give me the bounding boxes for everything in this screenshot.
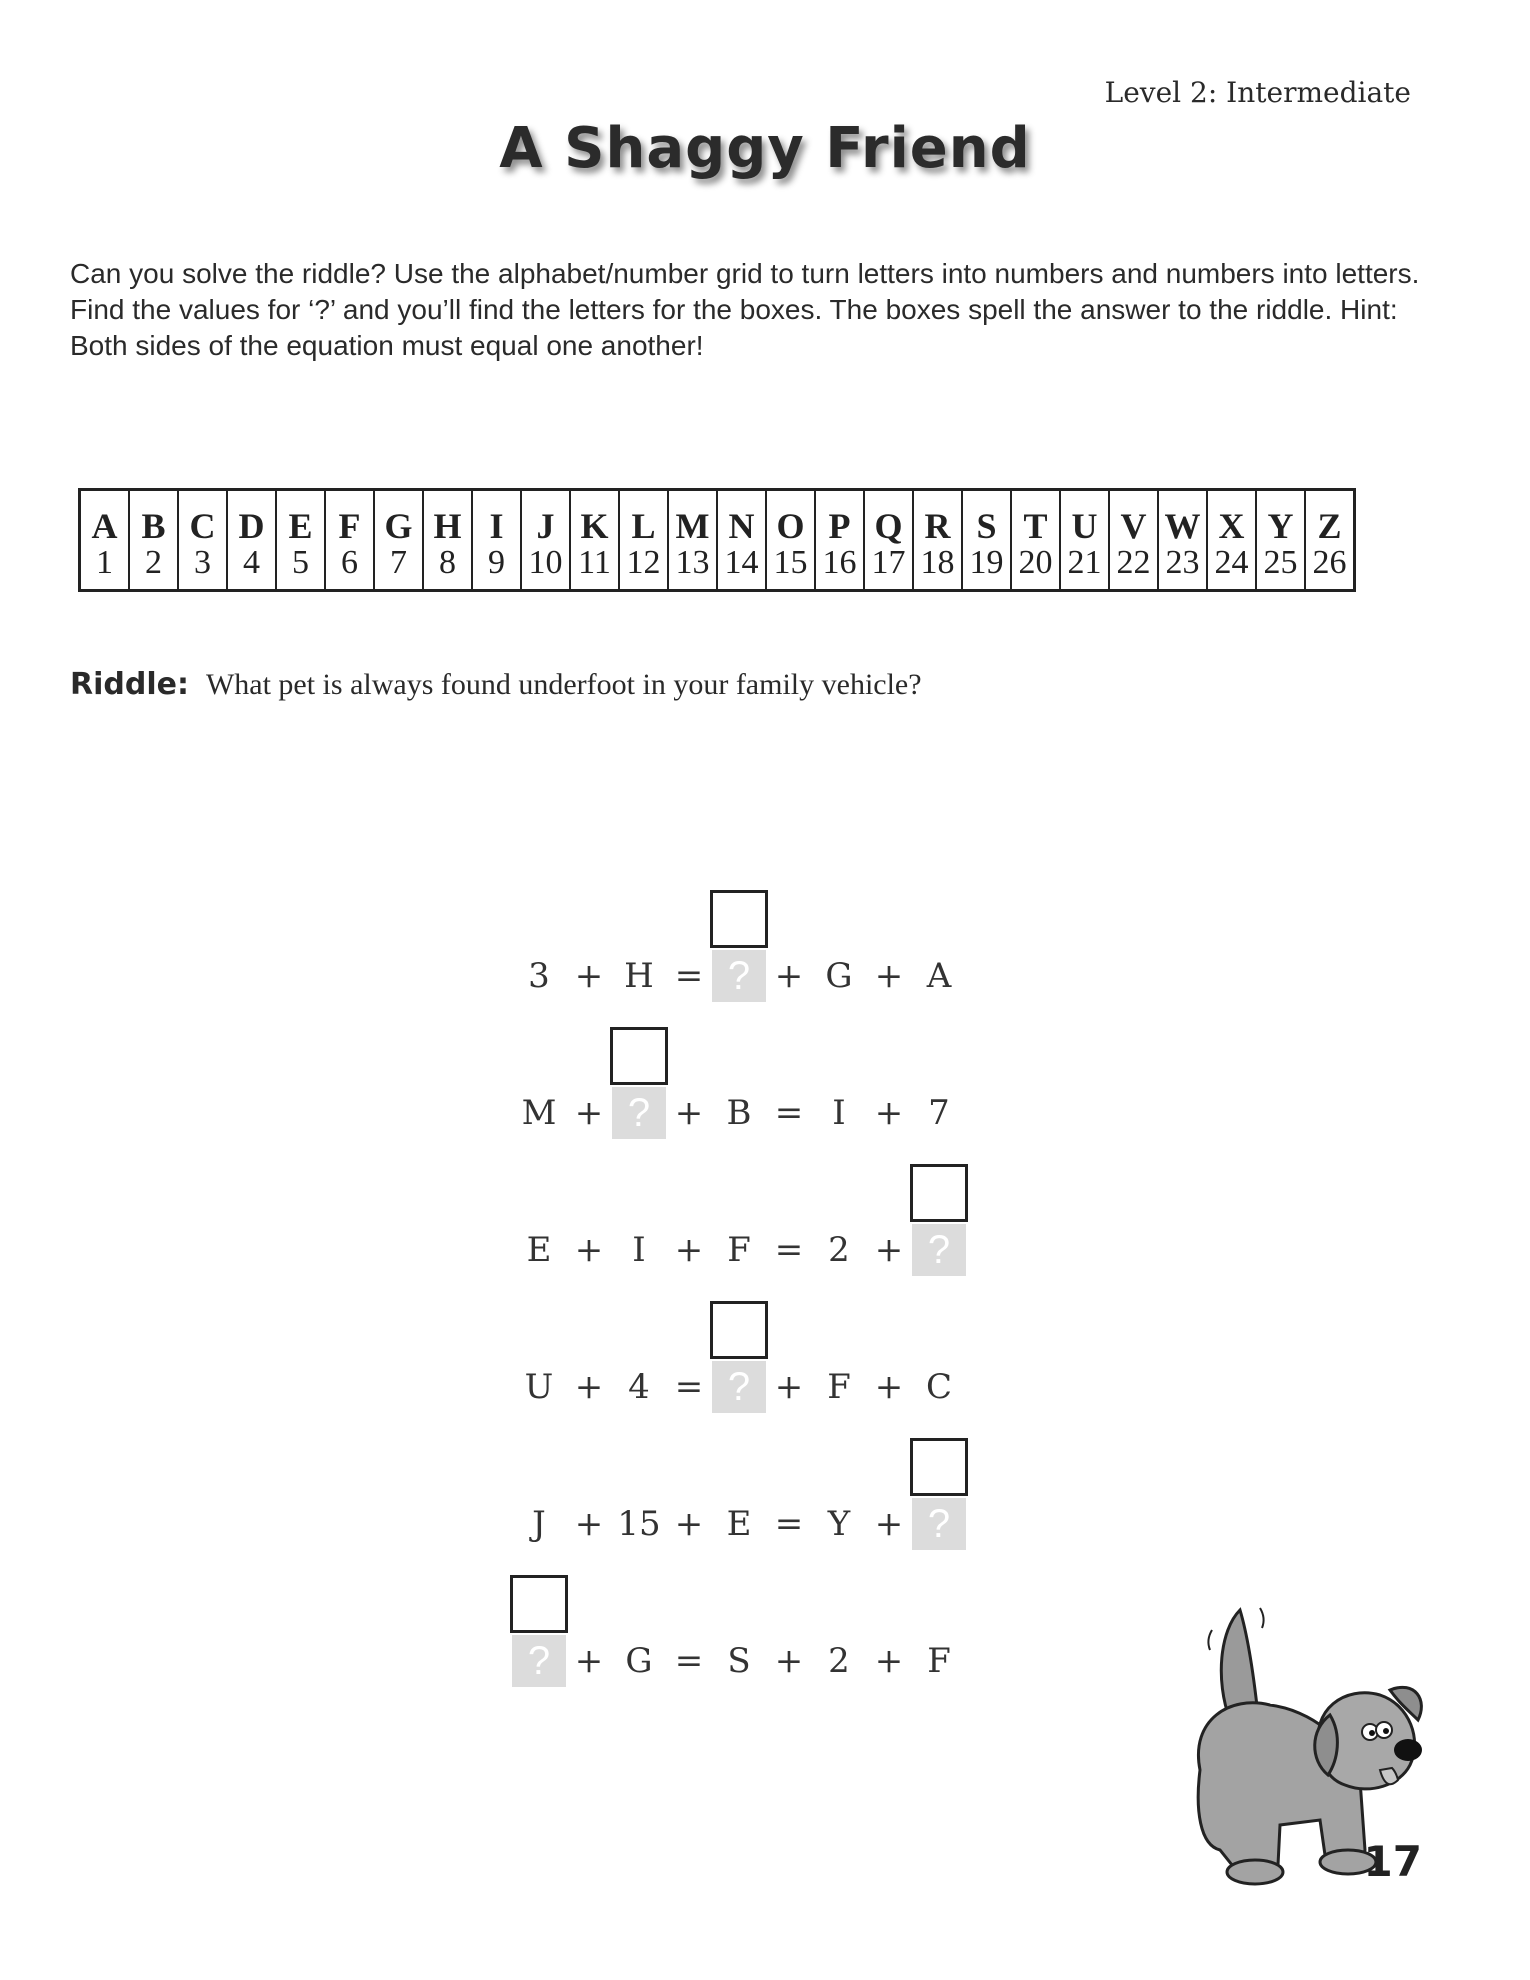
grid-numbers-row [80,545,1355,591]
equation-token: J [532,1504,546,1544]
grid-letter-cell: I [472,490,521,546]
grid-number-cell: 15 [766,545,815,591]
unknown-value-cell: ? [512,1635,566,1687]
grid-number-cell: 4 [227,545,276,591]
equation-token: + [874,1230,904,1270]
alphabet-number-grid [78,488,1356,592]
equation-row [0,1498,1530,1550]
unknown-value-cell: ? [612,1087,666,1139]
equation-token: A [926,956,952,996]
grid-letter-cell: W [1158,490,1207,546]
equation-token: + [574,1367,604,1407]
grid-letter-cell: H [423,490,472,546]
grid-number-cell: 5 [276,545,325,591]
grid-number-cell: 16 [815,545,864,591]
equation-row [0,1224,1530,1276]
page-title: A Shaggy Friend [499,116,1031,181]
grid-letter-cell: E [276,490,325,546]
grid-letter-cell: L [619,490,668,546]
grid-letter-cell: O [766,490,815,546]
grid-letter-cell: Y [1256,490,1305,546]
equation-token: F [827,1367,851,1407]
equation-token: + [774,1641,804,1681]
unknown-value-cell: ? [712,1361,766,1413]
grid-number-cell: 2 [129,545,178,591]
equation-token: = [774,1504,804,1544]
grid-number-cell: 3 [178,545,227,591]
grid-letter-cell: K [570,490,619,546]
equation-token: M [521,1093,557,1133]
equation-token: + [674,1230,704,1270]
equation-token: B [726,1093,752,1133]
grid-number-cell: 25 [1256,545,1305,591]
equation-token: + [674,1504,704,1544]
riddle [70,667,922,702]
equation-token: = [774,1093,804,1133]
grid-number-cell: 18 [913,545,962,591]
grid-letter-cell: G [374,490,423,546]
equation-token: = [674,1367,704,1407]
grid-number-cell: 9 [472,545,521,591]
grid-number-cell: 23 [1158,545,1207,591]
grid-letter-cell: R [913,490,962,546]
grid-number-cell: 24 [1207,545,1256,591]
equation-token: 4 [628,1367,650,1407]
equation-token: G [825,956,853,996]
equation-token: + [874,956,904,996]
grid-letter-cell: D [227,490,276,546]
answer-box[interactable] [610,1027,668,1085]
equation-token: + [574,1093,604,1133]
unknown-value-cell: ? [712,950,766,1002]
equation-token: + [774,956,804,996]
instructions-text: Can you solve the riddle? Use the alphabet/number grid to turn letters into numbers and numbers into letters. Find the values for ‘?’ and you’ll find the letters for the boxes. The boxes spell the answer to the riddle. Hint: Both sides of the equation must equal one another! [70,258,1420,361]
equation-token: + [774,1367,804,1407]
grid-letter-cell: A [80,490,130,546]
equation-token: I [632,1230,646,1270]
grid-letter-cell: B [129,490,178,546]
grid-number-cell: 12 [619,545,668,591]
riddle-label: Riddle: [70,667,189,702]
equation-row [0,1087,1530,1139]
equation-token: C [925,1367,952,1407]
equation-token: + [574,1230,604,1270]
equation-token: = [774,1230,804,1270]
answer-box[interactable] [710,1301,768,1359]
answer-box[interactable] [710,890,768,948]
equation-token: U [524,1367,554,1407]
equation-token: 15 [617,1504,661,1544]
equation-token: I [832,1093,846,1133]
grid-number-cell: 1 [80,545,130,591]
equation-token: + [874,1504,904,1544]
equation-token: 3 [528,956,550,996]
answer-box[interactable] [910,1438,968,1496]
equation-token: H [624,956,654,996]
answer-box[interactable] [910,1164,968,1222]
grid-letters-row [80,490,1355,546]
equation-token: + [574,1641,604,1681]
grid-letter-cell: Q [864,490,913,546]
grid-letter-cell: S [962,490,1011,546]
equation-token: F [727,1230,751,1270]
grid-number-cell: 26 [1305,545,1355,591]
grid-number-cell: 22 [1109,545,1158,591]
grid-number-cell: 13 [668,545,717,591]
level-label: Level 2: Intermediate [1104,76,1411,109]
unknown-value-cell: ? [912,1224,966,1276]
grid-letter-cell: C [178,490,227,546]
grid-letter-cell: X [1207,490,1256,546]
equation-token: + [874,1641,904,1681]
equation-row [0,950,1530,1002]
equation-token: + [574,956,604,996]
grid-number-cell: 17 [864,545,913,591]
grid-letter-cell: J [521,490,570,546]
grid-letter-cell: F [325,490,374,546]
grid-number-cell: 8 [423,545,472,591]
grid-number-cell: 21 [1060,545,1109,591]
equation-token: 2 [828,1230,850,1270]
grid-number-cell: 20 [1011,545,1060,591]
grid-letter-cell: M [668,490,717,546]
equation-token: = [674,1641,704,1681]
grid-number-cell: 10 [521,545,570,591]
equation-token: G [625,1641,653,1681]
grid-number-cell: 14 [717,545,766,591]
grid-letter-cell: U [1060,490,1109,546]
grid-letter-cell: V [1109,490,1158,546]
equation-token: + [574,1504,604,1544]
grid-number-cell: 19 [962,545,1011,591]
grid-number-cell: 7 [374,545,423,591]
answer-box[interactable] [510,1575,568,1633]
equation-token: 2 [828,1641,850,1681]
grid-letter-cell: N [717,490,766,546]
equation-token: Y [827,1504,851,1544]
unknown-value-cell: ? [912,1498,966,1550]
grid-letter-cell: P [815,490,864,546]
equation-token: + [874,1093,904,1133]
equation-token: 7 [928,1093,950,1133]
grid-letter-cell: Z [1305,490,1355,546]
equation-token: E [526,1230,552,1270]
equation-token: + [674,1093,704,1133]
grid-letter-cell: T [1011,490,1060,546]
grid-number-cell: 11 [570,545,619,591]
riddle-text: What pet is always found underfoot in your family vehicle? [205,668,922,701]
equation-token: = [674,956,704,996]
equation-row [0,1361,1530,1413]
grid-number-cell: 6 [325,545,374,591]
page-number: 17 [1363,1837,1422,1886]
equation-token: + [874,1367,904,1407]
equation-token: E [726,1504,752,1544]
equation-token: S [727,1641,751,1681]
equation-token: F [927,1641,951,1681]
